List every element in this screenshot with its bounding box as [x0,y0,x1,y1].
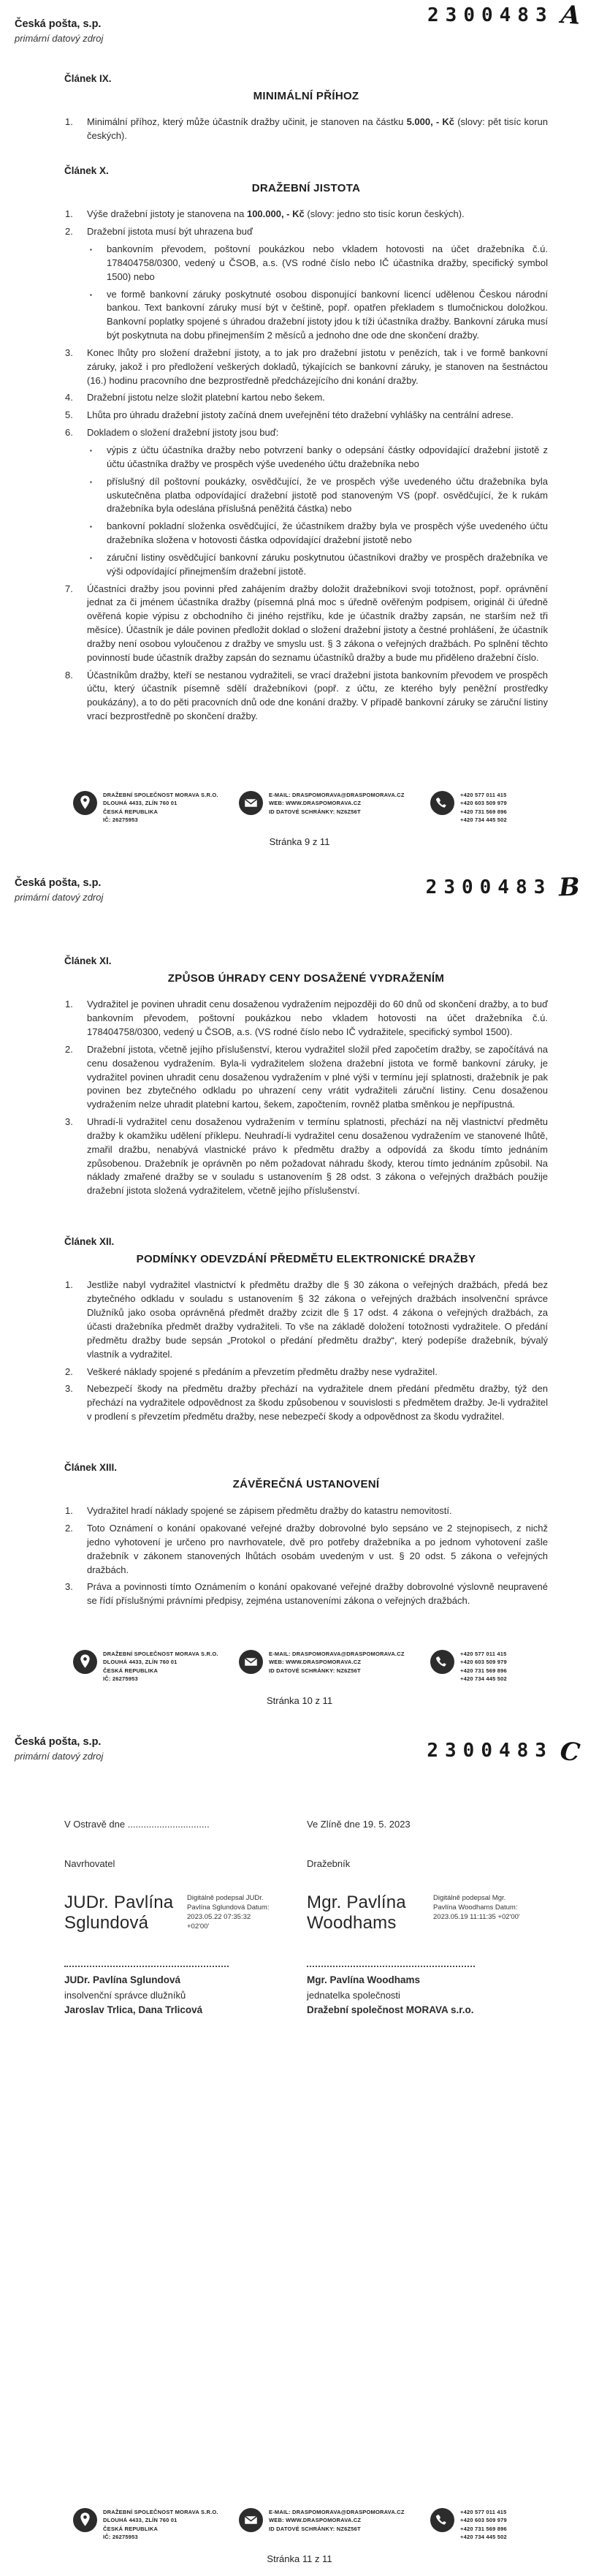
footer-phone: +420 734 445 502 [460,1675,507,1683]
list-item [64,208,548,221]
footer-databox: ID DATOVÉ SCHRÁNKY: NZ6Z56T [269,1667,361,1674]
footer-web: WEB: WWW.DRASPOMORAVA.CZ [269,2517,362,2524]
bullet-item [90,551,548,579]
letterhead [15,1735,103,1762]
company-name: Česká pošta, s.p. [15,877,102,889]
list-item [64,1580,548,1608]
place-date-line: Ve Zlíně dne 19. 5. 2023 [307,1819,411,1830]
digital-signature-name: Mgr. Pavlína Woodhams [307,1893,406,1933]
bullet-item [90,475,548,517]
list-item [64,1115,548,1198]
list-item [64,426,548,440]
map-pin-icon [73,1650,97,1674]
footer-company-address: DLOUHÁ 4433, ZLÍN 760 01 [103,1659,178,1666]
footer-contact-block [239,791,419,817]
phone-icon [430,2508,454,2532]
page-number: Stránka 10 z 11 [266,1695,333,1706]
article-number: Článek XII. [64,1236,115,1248]
digital-signature-name: JUDr. Pavlína Sglundová [64,1893,174,1933]
article-xiii [64,1461,548,1608]
company-name: Česká pošta, s.p. [15,18,102,30]
item-number: 4. [65,392,73,404]
footer-company-ic: IČ: 26275953 [103,817,138,824]
letterhead [15,876,103,904]
article-number: Článek X. [64,165,109,176]
item-number: 2. [65,226,73,238]
envelope-icon [239,791,263,815]
signer-organization: Dražební společnost MORAVA s.r.o. [307,2004,474,2016]
square-bullet-icon: ▪ [90,554,92,561]
item-text [87,208,548,221]
square-bullet-icon: ▪ [90,478,92,485]
footer-company-address: DLOUHÁ 4433, ZLÍN 760 01 [103,2517,178,2524]
digital-signature [64,1893,276,1960]
company-subtitle: primární datový zdroj [15,892,104,904]
footer-phone: +420 734 445 502 [460,2534,507,2541]
phone-icon [430,1650,454,1674]
item-text-bold: 100.000, - Kč [246,208,305,220]
signature-column-auctioneer [307,1818,533,2018]
item-number: 1. [65,999,73,1010]
list-item [64,1504,548,1518]
square-bullet-icon: ▪ [90,447,92,454]
map-pin-icon [73,791,97,815]
footer-phone: +420 734 445 502 [460,817,507,824]
item-text: Toto Oznámení o konání opakované veřejné dražby dobrovolné bylo sepsáno ve 2 stejnopisech, z nichž jedno vyhotovení je určeno pro navrhovatele, dvě pro potřeby dražebníka a po jednom vyhotovení zašle dražebník v zákonem stanovených lhůtách osobám uvedeným v ust. § 20 odst. 5 zákona o veřejných dražbách. [87,1523,548,1575]
file-number-stamp [427,0,581,31]
article-title: PODMÍNKY ODEVZDÁNÍ PŘEDMĚTU ELEKTRONICKÉ DRAŽBY [136,1252,476,1265]
signature-column-proposer [64,1818,276,2018]
footer-phone: +420 731 569 896 [460,1667,507,1674]
list-item [64,1382,548,1424]
signer-name: Mgr. Pavlína Woodhams [307,1974,421,1986]
item-text: Dražební jistota musí být uhrazena buď [87,226,253,238]
article-ix [64,72,548,143]
company-subtitle: primární datový zdroj [15,33,104,45]
footer-phone: +420 577 011 415 [460,1650,507,1657]
bullet-text: záruční listiny osvědčující bankovní záruku poskytnutou účastníkovi dražby ve prospěch dražebníka ve výši odpovídající přinejmenším dražební jistotě. [107,551,548,577]
footer-address-block [73,791,227,825]
item-number: 2. [65,1043,73,1055]
item-number: 3. [65,346,73,358]
company-subtitle: primární datový zdroj [15,1751,104,1762]
item-number: 3. [65,1116,73,1128]
bullet-text: ve formě bankovní záruky poskytnuté osobou disponující bankovní licencí udělenou Českou národní bankou. Text bankovní záruky musí být v češtině, popř. opatřen překladem s tlumočnickou doložkou. Bankovní poplatky spojené s úhradou dražební jistoty jdou k tíži účastníka dražby. Bankovní záruka musí být poskytnuta na dobu přinejmenším 2 měsíců a jednoho dne ode dne skončení dražby. [107,288,548,341]
map-pin-icon [73,2508,97,2532]
bullet-item [90,520,548,548]
document-page-10 [0,859,599,1718]
item-number: 1. [65,1505,73,1517]
list-item [64,225,548,239]
list-item [64,669,548,724]
article-title: ZÁVĚREČNÁ USTANOVENÍ [232,1478,380,1491]
signer-role: Dražebník [307,1858,351,1870]
footer-phone: +420 731 569 896 [460,808,507,815]
item-number: 3. [65,1581,73,1593]
item-text: Dražební jistotu nelze složit platební kartou nebo šekem. [87,392,325,404]
item-number: 6. [65,427,73,439]
item-text: Účastníkům dražby, kteří se nestanou vydražiteli, se vrací dražební jistota bankovním převodem ve prospěch účtu, který účastník písemně sdělí dražebníkovi (popř. z účtu, ze kterého byly peněžní prostředky poukázány), a to do pěti pracovních dnů ode dne konání dražby. V případě bankovní záruky se záruční listiny vrací bezprostředně po skončení dražby. [87,669,548,722]
item-text-part: (slovy: pět tisíc korun českých). [87,116,548,142]
footer-email: E-MAIL: DRASPOMORAVA@DRASPOMORAVA.CZ [269,1650,405,1657]
article-x [64,164,548,724]
footer-phone: +420 577 011 415 [460,2508,507,2515]
bullet-text: příslušný díl poštovní poukázky, osvědčující, že ve prospěch výše uvedeného účtu dražebníka byla uskutečněna platba odpovídající dražební jistotě pod stanoveným VS (popř. osvědčující, že k rukám dražebníka byla odeslána příslušná peněžitá částka) nebo [107,475,548,515]
list-item [64,115,548,143]
footer-email: E-MAIL: DRASPOMORAVA@DRASPOMORAVA.CZ [269,791,405,798]
footer-phone-block [430,791,530,825]
bullet-item [90,288,548,343]
envelope-icon [239,1650,263,1674]
stamp-letter: C [558,1736,581,1768]
list-item [64,1043,548,1112]
item-text: Dražební jistota, včetně jejího příslušenství, kterou vydražitel složil před započetím dražby, se započítává na cenu dosaženou vydražením. Byla-li vydražitelem složena dražební jistota ve formě bankovní záruky, je vydražitel povinen uhradit cenu dosaženou vydražením v plné výši v termínu její splatnosti, dražebník je pak povinen bez zbytečného odkladu po uhrazení ceny vrátit vydražiteli záruční listiny. Cenu dosaženou vydražením nelze uhradit platební kartou, šekem, započtením, rovněž platba směnkou je nepřípustná. [87,1043,548,1110]
item-text-bold: 5.000, - Kč [406,116,455,128]
item-text: Vydražitel hradí náklady spojené se zápisem předmětu dražby do katastru nemovitostí. [87,1505,452,1517]
bullet-item [90,444,548,471]
page-footer [0,1650,599,1707]
stamp-number: 2300483 [425,876,552,898]
bullet-item [90,243,548,284]
signature-line [64,1966,229,1967]
signer-role: Navrhovatel [64,1858,115,1870]
item-number: 2. [65,1523,73,1534]
signer-organization: Jaroslav Trlica, Dana Trlicová [64,2004,203,2016]
bullet-text: bankovním převodem, poštovní poukázkou nebo vkladem hotovosti na účet dražebníka č.ú. 178404758/0300, vedený u ČSOB, a.s. (VS rodné číslo nebo IČ účastníka dražby, specifický symbol 1500) nebo [107,243,548,282]
digital-signature-note: Digitálně podepsal JUDr. Pavlína Sglundová Datum: 2023.05.22 07:35:32 +02'00' [187,1894,270,1931]
footer-phone-block [430,1650,530,1684]
bullet-text: výpis z účtu účastníka dražby nebo potvrzení banky o odepsání částky odpovídající dražební jistotě z účtu účastníka dražby ve prospěch výše uvedeného účtu dražebníka nebo [107,444,548,469]
item-number: 1. [65,208,73,220]
item-number: 3. [65,1383,73,1395]
footer-phone: +420 577 011 415 [460,791,507,798]
article-title: ZPŮSOB ÚHRADY CENY DOSAŽENÉ VYDRAŽENÍM [167,971,445,985]
page-footer [0,2508,599,2565]
page-footer [0,791,599,848]
file-number-stamp [425,872,581,903]
footer-phone: +420 603 509 979 [460,2517,507,2524]
article-xii [64,1235,548,1424]
article-title: DRAŽEBNÍ JISTOTA [251,181,361,194]
item-text: Dokladem o složení dražební jistoty jsou buď: [87,427,279,439]
list-item [64,409,548,423]
footer-company-country: ČESKÁ REPUBLIKA [103,2525,159,2532]
item-text: Uhradí-li vydražitel cenu dosaženou vydražením v termínu splatnosti, přechází na něj vlastnictví předmětu dražby k okamžiku udělení příklepu. Neuhradí-li vydražitel cenu dosaženou vydražením ve stanovené lhůtě, zmařil dražbu, nenabývá vlastnické právo k předmětu dražby a odpovídá za škodu tímto jednáním způsobenou. Dražebník je oprávněn po něm požadovat náhradu škody, kterou tímto jednáním způsobil. Na náklady zmařené dražby se v souladu s ustanovením § 28 odst. 3 zákona o veřejných dražbách použije dražební jistota složená vydražitelem, včetně jejího příslušenství. [87,1116,548,1197]
footer-phone-block [430,2508,530,2542]
item-text-part: (slovy: jedno sto tisíc korun českých). [304,208,465,220]
signer-name: JUDr. Pavlína Sglundová [64,1974,181,1986]
footer-web: WEB: WWW.DRASPOMORAVA.CZ [269,800,362,807]
item-text: Jestliže nabyl vydražitel vlastnictví k předmětu dražby dle § 30 zákona o veřejných dražbách, předá bez zbytečného odkladu v souladu s ustanovením § 32 zákona o veřejných dražbách insolvenční správce Dlužníků jako osoba oprávněná předmět dražby zcizit dle § 17 odst. 4 zákona o veřejných dražbách, za účasti dražebníka předmět dražby vydražiteli. To vše na základě doložení totožnosti vydražitele. O předání předmětu dražby bude sepsán „Protokol o předání předmětu dražby“, který podepíše dražebník, bývalý vlastník a vydražitel. [87,1279,548,1360]
footer-address-block [73,2508,227,2542]
bullet-text: bankovní pokladní složenka osvědčující, že účastníkem dražby byla ve prospěch výše uvedeného účtu dražebníka složena v hotovosti částka odpovídající dražební jistotě nebo [107,520,548,546]
item-number: 8. [65,669,73,681]
stamp-number: 2300483 [427,4,554,26]
footer-contact-block [239,2508,419,2534]
footer-company-address: DLOUHÁ 4433, ZLÍN 760 01 [103,800,178,807]
footer-company-name: DRAŽEBNÍ SPOLEČNOST MORAVA S.R.O. [103,2508,218,2515]
footer-phone: +420 603 509 979 [460,800,507,807]
article-number: Článek XIII. [64,1461,118,1473]
item-number: 1. [65,1279,73,1291]
stamp-letter: A [560,0,581,31]
item-text-part: Výše dražební jistoty je stanovena na [87,208,247,220]
digital-signature-note: Digitálně podepsal Mgr. Pavlína Woodhams Datum: 2023.05.19 11:11:35 +02'00' [433,1894,520,1921]
stamp-letter: B [558,872,581,903]
page-number: Stránka 11 z 11 [267,2553,332,2564]
place-date-line: V Ostravě dne ............................... [64,1819,210,1830]
footer-databox: ID DATOVÉ SCHRÁNKY: NZ6Z56T [269,2525,361,2532]
envelope-icon [239,2508,263,2532]
list-item [64,346,548,388]
letterhead [15,18,103,45]
footer-email: E-MAIL: DRASPOMORAVA@DRASPOMORAVA.CZ [269,2508,405,2515]
item-text-part: Minimální příhoz, který může účastník dražby učinit, je stanoven na částku [87,116,407,128]
company-name: Česká pošta, s.p. [15,1736,102,1748]
article-number: Článek XI. [64,955,112,966]
item-text: Účastníci dražby jsou povinni před zahájením dražby doložit dražebníkovi svoji totožnost, popř. oprávnění jednat za či jménem účastníka dražby (písemná plná moc s úředně ověřeným podpisem, originál či úředně ověřená kopie výpisu z obchodního či jiného rejstříku, kde je účastník dražby zapsán, ne starším než tři měsíce). Účastník je dále povinen předložit doklad o složení dražební jistoty a čestné prohlášení, že účastník dražby není osobou vyloučenou z dražby ve smyslu ust. § 3 zákona o veřejných dražbách. Po splnění těchto povinností bude účastník dražby zapsán do seznamu účastníků dražby a bude mu přiděleno dražební číslo. [87,583,548,663]
digital-signature [307,1893,533,1960]
footer-company-name: DRAŽEBNÍ SPOLEČNOST MORAVA S.R.O. [103,791,218,798]
list-item [64,1522,548,1577]
page-number: Stránka 9 z 11 [269,836,330,847]
item-text: Konec lhůty pro složení dražební jistoty, a to jak pro dražební jistotu v penězích, tak i ve formě bankovní záruky, jakož i pro předložení veškerých dokladů, týkajících se bankovní záruky, je stanoven na šestnáctou (16.) hodinu pracovního dne bezprostředně předcházejícího dni konání dražby. [87,346,548,386]
item-number: 5. [65,409,73,421]
footer-company-ic: IČ: 26275953 [103,1675,138,1683]
document-page-9 [0,0,599,859]
file-number-stamp [427,1736,581,1768]
footer-company-name: DRAŽEBNÍ SPOLEČNOST MORAVA S.R.O. [103,1650,218,1657]
square-bullet-icon: ▪ [90,523,92,531]
list-item [64,998,548,1039]
list-item [64,1365,548,1379]
footer-phone: +420 603 509 979 [460,1659,507,1666]
signer-title: jednatelka společnosti [307,1990,400,2001]
footer-company-country: ČESKÁ REPUBLIKA [103,1667,159,1674]
square-bullet-icon: ▪ [90,291,92,298]
item-text: Veškeré náklady spojené s předáním a převzetím předmětu dražby nese vydražitel. [87,1365,438,1377]
item-text: Lhůta pro úhradu dražební jistoty začíná dnem uveřejnění této dražební vyhlášky na centrální adrese. [87,409,514,421]
footer-address-block [73,1650,227,1684]
document-page-11 [0,1718,599,2576]
item-number: 1. [65,116,73,128]
footer-phone: +420 731 569 896 [460,2525,507,2532]
page-content [64,954,548,1612]
stamp-number: 2300483 [427,1740,553,1762]
page-content [64,72,548,727]
list-item [64,1278,548,1361]
item-number: 2. [65,1365,73,1377]
list-item [64,583,548,665]
signer-title: insolvenční správce dlužníků [64,1990,186,2001]
footer-company-country: ČESKÁ REPUBLIKA [103,808,159,815]
item-text [87,115,548,143]
footer-databox: ID DATOVÉ SCHRÁNKY: NZ6Z56T [269,808,361,815]
article-xi [64,954,548,1198]
item-text: Nebezpečí škody na předmětu dražby přechází na vydražitele dnem předání předmětu dražby, týž den přechází na vydražitele odpovědnost za škodu způsobenou v souvislosti s předmětem dražby. Je-li vydražitel v prodlení s převzetím předmětu dražby, nese nebezpečí škody a odpovědnost za škodu vydražitel. [87,1383,548,1423]
footer-contact-block [239,1650,419,1675]
item-text: Vydražitel je povinen uhradit cenu dosaženou vydražením nejpozději do 60 dnů od skončení dražby, a to buď bankovním převodem, poštovní poukázkou nebo vkladem hotovosti na účet dražebníka č.ú. 178404758/0300, vedený u ČSOB, a.s. (VS rodné číslo nebo IČ vydražitele, specifický symbol 1500). [87,999,548,1037]
square-bullet-icon: ▪ [90,246,92,253]
footer-web: WEB: WWW.DRASPOMORAVA.CZ [269,1659,362,1666]
item-number: 7. [65,583,73,594]
phone-icon [430,791,454,815]
footer-company-ic: IČ: 26275953 [103,2534,138,2541]
item-text: Práva a povinnosti tímto Oznámením o konání opakované veřejné dražby dobrovolné výslovně neupravené se řídí příslušnými právními předpisy, zejména ustanoveními zákona o veřejných dražbách. [87,1581,548,1607]
signature-line [307,1966,475,1967]
list-item [64,391,548,405]
article-title: MINIMÁLNÍ PŘÍHOZ [253,89,359,102]
article-number: Článek IX. [64,73,112,84]
